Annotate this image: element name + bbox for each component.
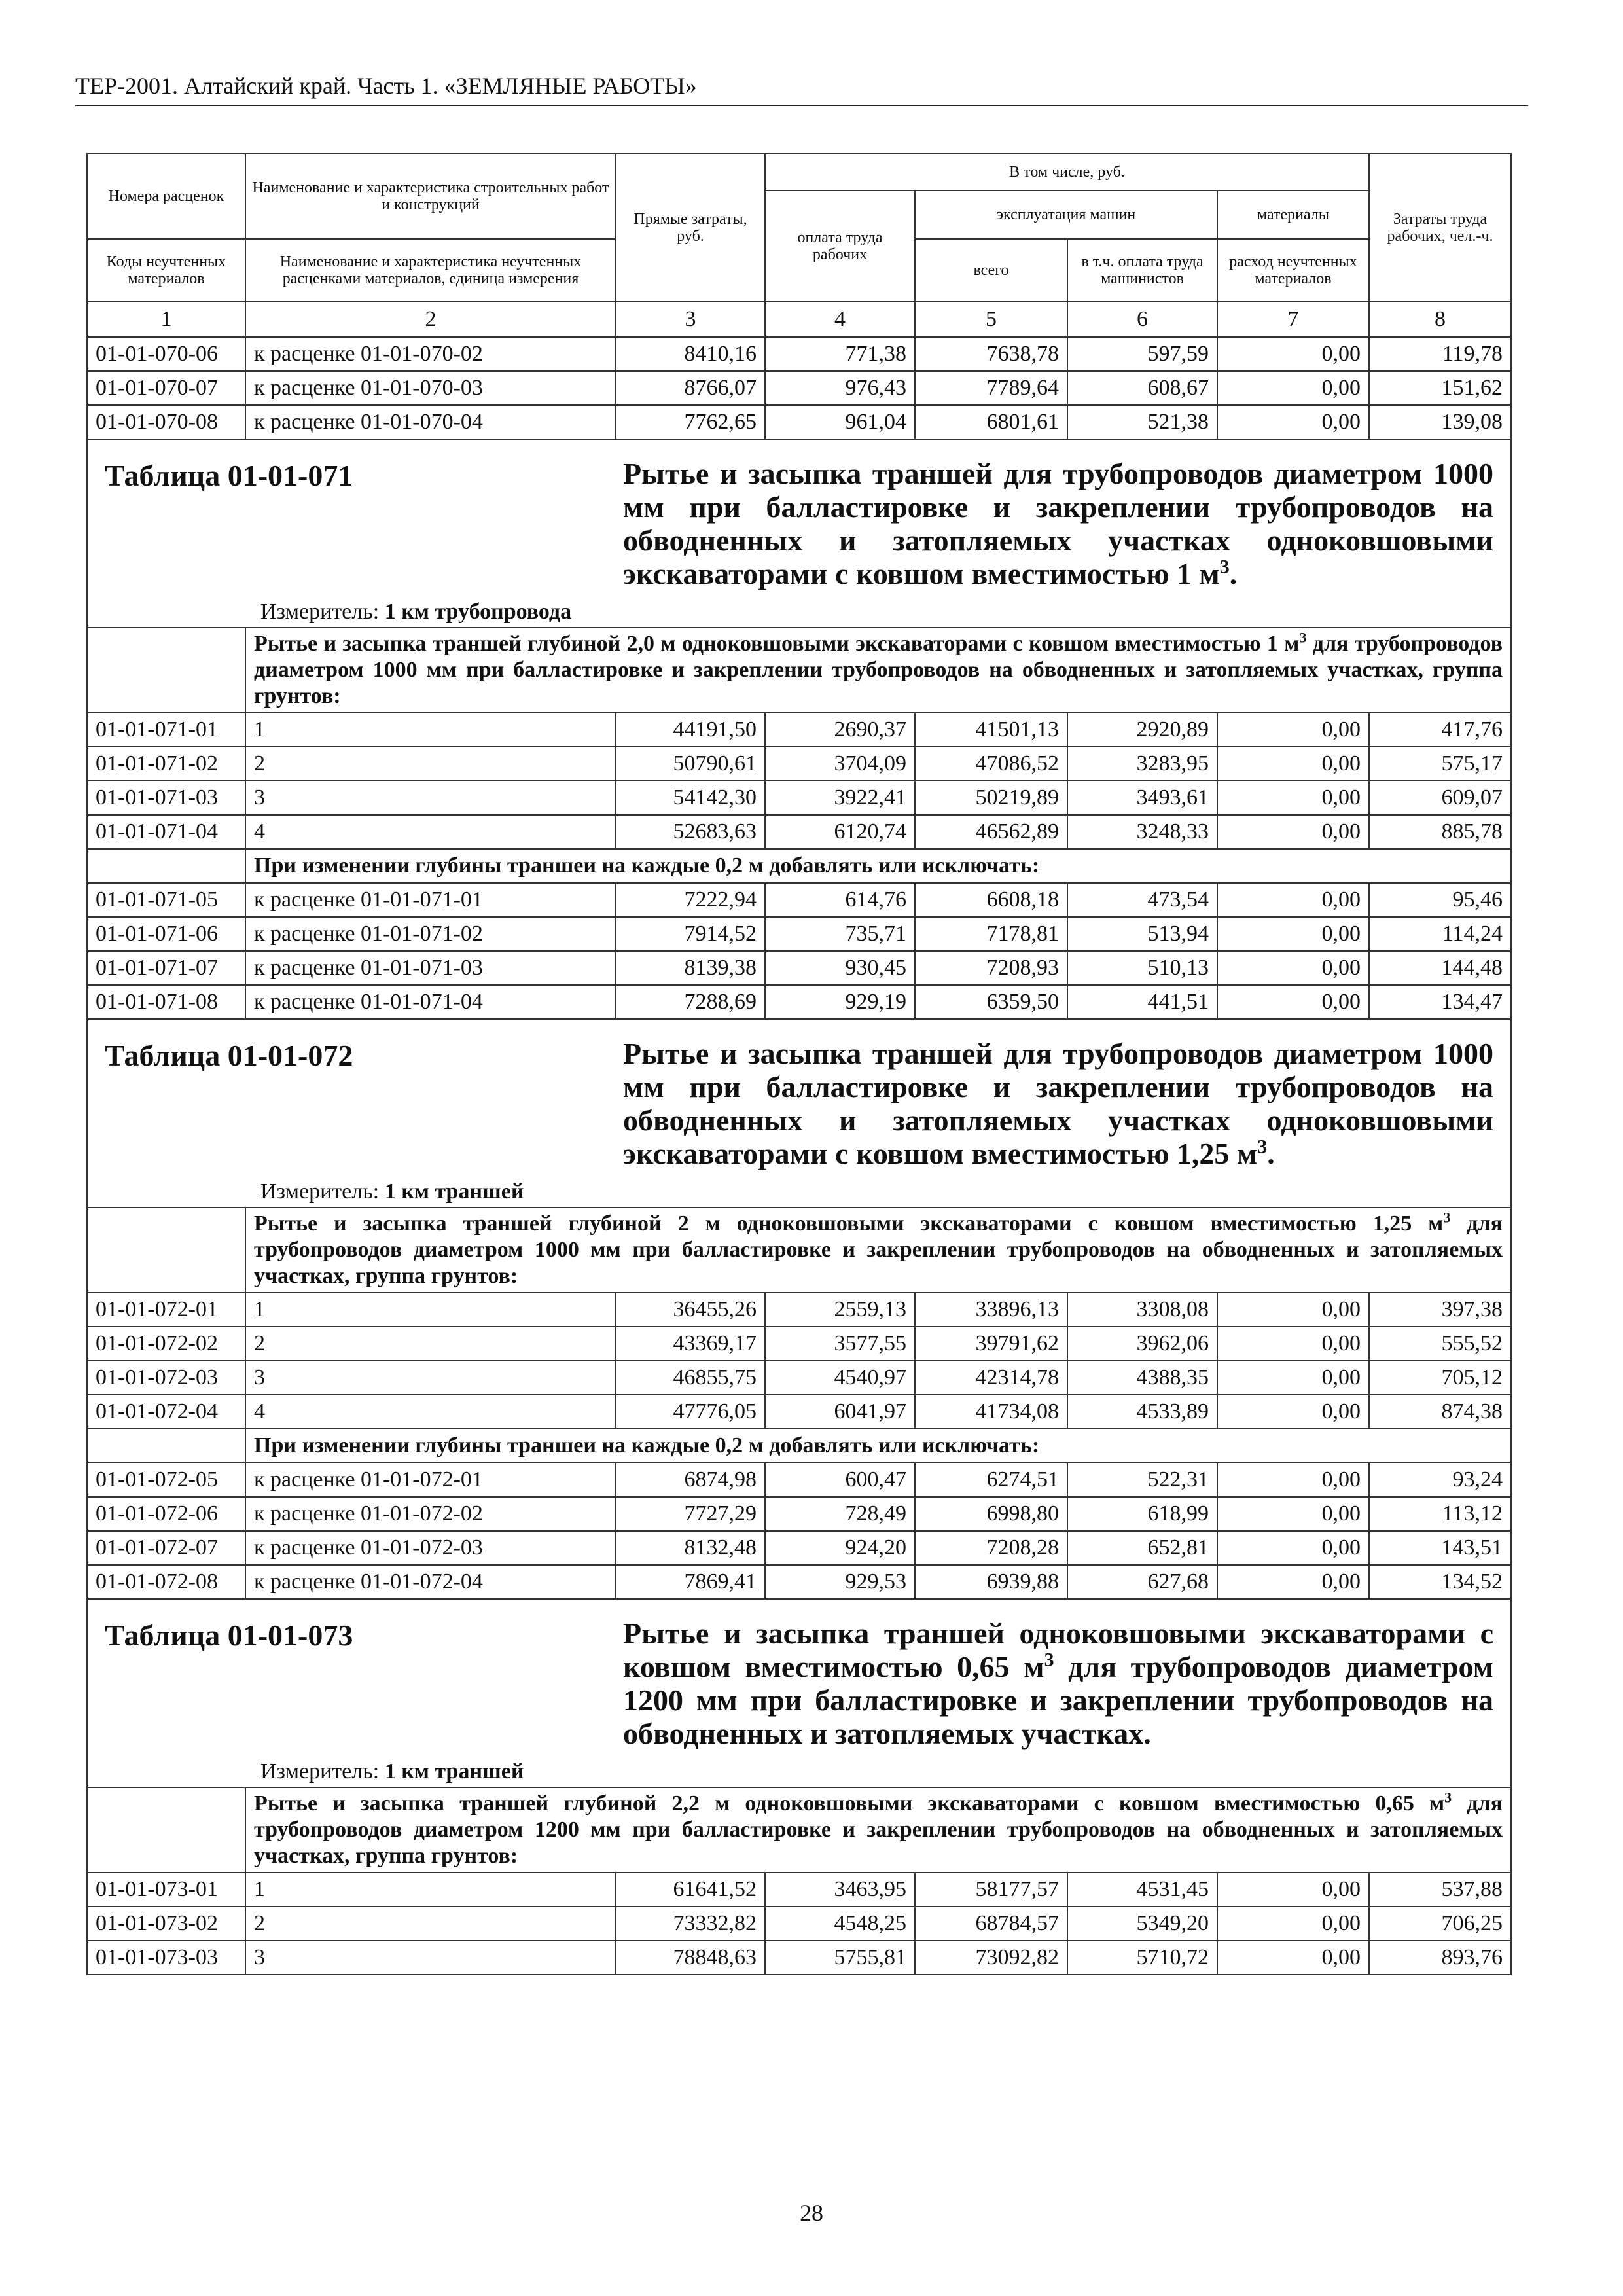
depth-adjustment-row bbox=[87, 1429, 1511, 1463]
rate-value: 3248,33 bbox=[1067, 815, 1217, 849]
rate-value: 7208,93 bbox=[915, 951, 1067, 985]
col-head-unaccounted-name: Наименование и характеристика неучтенных расценками материалов, единица измерения bbox=[245, 239, 616, 302]
col-head-code: Номера расценок bbox=[87, 154, 245, 239]
meter-value: 1 км траншей bbox=[384, 1759, 524, 1784]
rate-value: 41734,08 bbox=[915, 1395, 1067, 1429]
rate-row bbox=[87, 815, 1511, 849]
rate-value: 143,51 bbox=[1369, 1531, 1511, 1565]
rate-value: 0,00 bbox=[1217, 1497, 1369, 1531]
rate-value: 0,00 bbox=[1217, 713, 1369, 747]
rate-value: 555,52 bbox=[1369, 1327, 1511, 1361]
col-head-including: В том числе, руб. bbox=[765, 154, 1369, 190]
rate-value: 885,78 bbox=[1369, 815, 1511, 849]
rate-value: 929,19 bbox=[765, 985, 915, 1019]
rate-row bbox=[87, 951, 1511, 985]
rate-value: 0,00 bbox=[1217, 1565, 1369, 1599]
rate-code: 01-01-071-05 bbox=[87, 883, 245, 917]
rate-row bbox=[87, 1531, 1511, 1565]
rate-value: 0,00 bbox=[1217, 1327, 1369, 1361]
rate-value: 706,25 bbox=[1369, 1907, 1511, 1941]
rate-row bbox=[87, 1361, 1511, 1395]
rate-name: к расценке 01-01-070-04 bbox=[245, 405, 616, 439]
table-title-end: . bbox=[1229, 557, 1238, 590]
table-title-text: Рытье и засыпка траншей для трубопроводов диаметром 1000 мм при балластировке и закреплении трубопроводов на обводненных и затопляемых участках одноковшовыми экскаваторами с ковшом вместимостью 1,25 м bbox=[623, 1037, 1493, 1170]
rate-value: 0,00 bbox=[1217, 405, 1369, 439]
rate-row bbox=[87, 405, 1511, 439]
rate-value: 417,76 bbox=[1369, 713, 1511, 747]
rate-name: 2 bbox=[245, 1907, 616, 1941]
rate-value: 513,94 bbox=[1067, 917, 1217, 951]
rate-name: к расценке 01-01-071-03 bbox=[245, 951, 616, 985]
rate-name: к расценке 01-01-071-01 bbox=[245, 883, 616, 917]
col-number: 7 bbox=[1217, 302, 1369, 337]
rate-value: 771,38 bbox=[765, 337, 915, 371]
rates-table bbox=[86, 153, 1512, 1975]
rate-value: 0,00 bbox=[1217, 747, 1369, 781]
column-numbers-row bbox=[87, 302, 1511, 337]
rate-row bbox=[87, 747, 1511, 781]
rate-value: 3577,55 bbox=[765, 1327, 915, 1361]
rate-code: 01-01-072-06 bbox=[87, 1497, 245, 1531]
rate-name: 3 bbox=[245, 1361, 616, 1395]
rate-code: 01-01-071-03 bbox=[87, 781, 245, 815]
rate-value: 7727,29 bbox=[616, 1497, 765, 1531]
rate-row bbox=[87, 1395, 1511, 1429]
rate-value: 50219,89 bbox=[915, 781, 1067, 815]
rate-value: 54142,30 bbox=[616, 781, 765, 815]
work-description-row bbox=[87, 628, 1511, 713]
rate-value: 134,47 bbox=[1369, 985, 1511, 1019]
rate-value: 6274,51 bbox=[915, 1463, 1067, 1497]
rate-value: 597,59 bbox=[1067, 337, 1217, 371]
rate-value: 46855,75 bbox=[616, 1361, 765, 1395]
rate-value: 46562,89 bbox=[915, 815, 1067, 849]
rate-value: 8766,07 bbox=[616, 371, 765, 405]
rate-value: 735,71 bbox=[765, 917, 915, 951]
table-number: Таблица 01-01-073 bbox=[105, 1619, 353, 1652]
rate-value: 0,00 bbox=[1217, 1873, 1369, 1907]
rate-value: 608,67 bbox=[1067, 371, 1217, 405]
depth-adjustment-note: При изменении глубины траншеи на каждые 0,2 м добавлять или исключать: bbox=[245, 849, 1511, 883]
meter-value: 1 км траншей bbox=[384, 1179, 524, 1204]
table-title-superscript: 3 bbox=[1257, 1136, 1268, 1158]
rate-name: 1 bbox=[245, 1873, 616, 1907]
table-title-end: . bbox=[1267, 1137, 1275, 1170]
rate-value: 36455,26 bbox=[616, 1293, 765, 1327]
rate-code: 01-01-073-02 bbox=[87, 1907, 245, 1941]
rate-value: 893,76 bbox=[1369, 1941, 1511, 1975]
table-section-header bbox=[87, 1019, 1511, 1208]
col-number: 6 bbox=[1067, 302, 1217, 337]
rate-value: 2920,89 bbox=[1067, 713, 1217, 747]
rate-value: 43369,17 bbox=[616, 1327, 765, 1361]
rate-name: 3 bbox=[245, 781, 616, 815]
rate-value: 33896,13 bbox=[915, 1293, 1067, 1327]
rate-value: 39791,62 bbox=[915, 1327, 1067, 1361]
rate-value: 8132,48 bbox=[616, 1531, 765, 1565]
rate-value: 0,00 bbox=[1217, 815, 1369, 849]
rate-value: 6998,80 bbox=[915, 1497, 1067, 1531]
rate-value: 6608,18 bbox=[915, 883, 1067, 917]
rate-name: 3 bbox=[245, 1941, 616, 1975]
rate-value: 575,17 bbox=[1369, 747, 1511, 781]
rate-value: 874,38 bbox=[1369, 1395, 1511, 1429]
rate-value: 7178,81 bbox=[915, 917, 1067, 951]
col-number: 4 bbox=[765, 302, 915, 337]
page-number: 28 bbox=[800, 2200, 823, 2226]
rate-value: 7762,65 bbox=[616, 405, 765, 439]
rate-name: к расценке 01-01-071-02 bbox=[245, 917, 616, 951]
rate-code: 01-01-072-04 bbox=[87, 1395, 245, 1429]
rate-value: 5755,81 bbox=[765, 1941, 915, 1975]
rate-value: 7789,64 bbox=[915, 371, 1067, 405]
table-title-superscript: 3 bbox=[1219, 556, 1230, 578]
rate-row bbox=[87, 1565, 1511, 1599]
rate-row bbox=[87, 985, 1511, 1019]
rate-value: 68784,57 bbox=[915, 1907, 1067, 1941]
work-description-row bbox=[87, 1787, 1511, 1873]
rate-value: 4388,35 bbox=[1067, 1361, 1217, 1395]
rate-value: 73092,82 bbox=[915, 1941, 1067, 1975]
rate-code: 01-01-072-01 bbox=[87, 1293, 245, 1327]
col-head-materials-unaccounted: расход неучтенных материалов bbox=[1217, 239, 1369, 302]
table-number: Таблица 01-01-072 bbox=[105, 1039, 353, 1072]
work-description-superscript: 3 bbox=[1444, 1789, 1452, 1806]
rate-value: 2690,37 bbox=[765, 713, 915, 747]
rate-name: 1 bbox=[245, 1293, 616, 1327]
rate-value: 8139,38 bbox=[616, 951, 765, 985]
rate-value: 473,54 bbox=[1067, 883, 1217, 917]
rate-value: 41501,13 bbox=[915, 713, 1067, 747]
rate-value: 930,45 bbox=[765, 951, 915, 985]
rate-code: 01-01-072-03 bbox=[87, 1361, 245, 1395]
rate-code: 01-01-072-08 bbox=[87, 1565, 245, 1599]
table-title-superscript: 3 bbox=[1044, 1649, 1054, 1671]
rate-name: к расценке 01-01-072-02 bbox=[245, 1497, 616, 1531]
rate-value: 0,00 bbox=[1217, 1907, 1369, 1941]
rate-row bbox=[87, 713, 1511, 747]
rate-code: 01-01-073-01 bbox=[87, 1873, 245, 1907]
rate-row bbox=[87, 1293, 1511, 1327]
work-description-superscript: 3 bbox=[1299, 629, 1307, 646]
work-description-text: Рытье и засыпка траншей глубиной 2,0 м одноковшовыми экскаваторами с ковшом вместимостью 1 м bbox=[254, 632, 1300, 656]
rate-value: 609,07 bbox=[1369, 781, 1511, 815]
table-title bbox=[623, 1020, 1493, 1170]
table-section-header bbox=[87, 439, 1511, 628]
col-head-machines-total: всего bbox=[915, 239, 1067, 302]
rate-name: 4 bbox=[245, 815, 616, 849]
col-head-labor-hours: Затраты труда рабочих, чел.-ч. bbox=[1369, 154, 1511, 302]
rate-name: 1 bbox=[245, 713, 616, 747]
rate-value: 961,04 bbox=[765, 405, 915, 439]
rate-value: 151,62 bbox=[1369, 371, 1511, 405]
table-meter bbox=[260, 1758, 1510, 1787]
col-number: 3 bbox=[616, 302, 765, 337]
rate-value: 522,31 bbox=[1067, 1463, 1217, 1497]
rate-value: 6120,74 bbox=[765, 815, 915, 849]
rate-code: 01-01-072-02 bbox=[87, 1327, 245, 1361]
depth-adjustment-note: При изменении глубины траншеи на каждые 0,2 м добавлять или исключать: bbox=[245, 1429, 1511, 1463]
rate-row bbox=[87, 917, 1511, 951]
rate-value: 0,00 bbox=[1217, 951, 1369, 985]
rate-value: 3704,09 bbox=[765, 747, 915, 781]
rate-value: 7638,78 bbox=[915, 337, 1067, 371]
col-head-machines: эксплуатация машин bbox=[915, 190, 1217, 239]
rate-value: 6359,50 bbox=[915, 985, 1067, 1019]
rate-value: 8410,16 bbox=[616, 337, 765, 371]
rate-value: 144,48 bbox=[1369, 951, 1511, 985]
rate-name: к расценке 01-01-071-04 bbox=[245, 985, 616, 1019]
rate-value: 139,08 bbox=[1369, 405, 1511, 439]
work-description-text: для трубопроводов диаметром 1200 мм при балластировке и закреплении трубопроводов на обводненных и затопляемых участках, группа грунтов: bbox=[254, 1791, 1503, 1868]
work-description-row bbox=[87, 1208, 1511, 1293]
col-head-labor: оплата труда рабочих bbox=[765, 190, 915, 302]
col-head-machines-operators: в т.ч. оплата труда машинистов bbox=[1067, 239, 1217, 302]
rate-value: 6939,88 bbox=[915, 1565, 1067, 1599]
rate-code: 01-01-071-01 bbox=[87, 713, 245, 747]
rate-value: 0,00 bbox=[1217, 1531, 1369, 1565]
rate-value: 134,52 bbox=[1369, 1565, 1511, 1599]
rate-value: 95,46 bbox=[1369, 883, 1511, 917]
rate-value: 510,13 bbox=[1067, 951, 1217, 985]
rate-value: 50790,61 bbox=[616, 747, 765, 781]
rate-value: 93,24 bbox=[1369, 1463, 1511, 1497]
rate-value: 7208,28 bbox=[915, 1531, 1067, 1565]
meter-label: Измеритель: bbox=[260, 1179, 385, 1204]
rate-value: 4531,45 bbox=[1067, 1873, 1217, 1907]
work-description bbox=[245, 628, 1511, 713]
work-description-text: Рытье и засыпка траншей глубиной 2,2 м одноковшовыми экскаваторами с ковшом вместимостью 0,65 м bbox=[254, 1791, 1445, 1816]
rate-value: 537,88 bbox=[1369, 1873, 1511, 1907]
rate-name: к расценке 01-01-072-01 bbox=[245, 1463, 616, 1497]
rate-value: 0,00 bbox=[1217, 1941, 1369, 1975]
rate-value: 58177,57 bbox=[915, 1873, 1067, 1907]
rate-value: 0,00 bbox=[1217, 1293, 1369, 1327]
rate-code: 01-01-073-03 bbox=[87, 1941, 245, 1975]
rate-value: 652,81 bbox=[1067, 1531, 1217, 1565]
rate-name: 2 bbox=[245, 747, 616, 781]
table-title bbox=[623, 1600, 1493, 1750]
work-description-text: для трубопроводов диаметром 1000 мм при балластировке и закреплении трубопроводов на обводненных и затопляемых участках, группа грунтов: bbox=[254, 632, 1503, 708]
col-head-name: Наименование и характеристика строительных работ и конструкций bbox=[245, 154, 616, 239]
rate-name: 2 bbox=[245, 1327, 616, 1361]
table-title-text: Рытье и засыпка траншей для трубопроводов диаметром 1000 мм при балластировке и закреплении трубопроводов на обводненных и затопляемых участках одноковшовыми экскаваторами с ковшом вместимостью 1 м bbox=[623, 457, 1493, 590]
rate-value: 42314,78 bbox=[915, 1361, 1067, 1395]
rate-value: 924,20 bbox=[765, 1531, 915, 1565]
rate-row bbox=[87, 1497, 1511, 1531]
rate-value: 78848,63 bbox=[616, 1941, 765, 1975]
rate-value: 728,49 bbox=[765, 1497, 915, 1531]
rate-name: к расценке 01-01-070-02 bbox=[245, 337, 616, 371]
rate-value: 7222,94 bbox=[616, 883, 765, 917]
meter-value: 1 км трубопровода bbox=[384, 600, 572, 624]
rate-code: 01-01-071-07 bbox=[87, 951, 245, 985]
rate-name: к расценке 01-01-070-03 bbox=[245, 371, 616, 405]
rate-value: 3463,95 bbox=[765, 1873, 915, 1907]
rate-value: 4548,25 bbox=[765, 1907, 915, 1941]
rate-value: 4533,89 bbox=[1067, 1395, 1217, 1429]
col-head-materials: материалы bbox=[1217, 190, 1369, 239]
rate-value: 3922,41 bbox=[765, 781, 915, 815]
rate-value: 0,00 bbox=[1217, 337, 1369, 371]
rate-value: 47086,52 bbox=[915, 747, 1067, 781]
rate-row bbox=[87, 1463, 1511, 1497]
col-number: 1 bbox=[87, 302, 245, 337]
depth-adjustment-row bbox=[87, 849, 1511, 883]
rate-row bbox=[87, 1327, 1511, 1361]
rate-value: 3962,06 bbox=[1067, 1327, 1217, 1361]
work-description bbox=[245, 1208, 1511, 1293]
rate-name: к расценке 01-01-072-04 bbox=[245, 1565, 616, 1599]
rate-value: 0,00 bbox=[1217, 985, 1369, 1019]
running-header: ТЕР-2001. Алтайский край. Часть 1. «ЗЕМЛЯНЫЕ РАБОТЫ» bbox=[75, 71, 1528, 106]
rate-value: 7869,41 bbox=[616, 1565, 765, 1599]
rate-value: 4540,97 bbox=[765, 1361, 915, 1395]
rate-value: 0,00 bbox=[1217, 1463, 1369, 1497]
rate-value: 5349,20 bbox=[1067, 1907, 1217, 1941]
rate-row bbox=[87, 1941, 1511, 1975]
table-meter bbox=[260, 1178, 1510, 1207]
table-title-text: Рытье и засыпка траншей одноковшовыми экскаваторами с ковшом вместимостью 0,65 м bbox=[623, 1617, 1493, 1683]
rate-value: 52683,63 bbox=[616, 815, 765, 849]
rate-row bbox=[87, 883, 1511, 917]
rate-value: 929,53 bbox=[765, 1565, 915, 1599]
rate-code: 01-01-070-07 bbox=[87, 371, 245, 405]
rate-value: 2559,13 bbox=[765, 1293, 915, 1327]
rate-value: 0,00 bbox=[1217, 1361, 1369, 1395]
rate-value: 3308,08 bbox=[1067, 1293, 1217, 1327]
rate-value: 47776,05 bbox=[616, 1395, 765, 1429]
work-description bbox=[245, 1787, 1511, 1873]
rate-value: 976,43 bbox=[765, 371, 915, 405]
rate-value: 0,00 bbox=[1217, 917, 1369, 951]
work-description-text: Рытье и засыпка траншей глубиной 2 м одноковшовыми экскаваторами с ковшом вместимостью 1,25 м bbox=[254, 1211, 1444, 1236]
rate-value: 0,00 bbox=[1217, 781, 1369, 815]
rate-value: 618,99 bbox=[1067, 1497, 1217, 1531]
rate-code: 01-01-072-07 bbox=[87, 1531, 245, 1565]
rate-value: 5710,72 bbox=[1067, 1941, 1217, 1975]
col-number: 8 bbox=[1369, 302, 1511, 337]
rate-value: 705,12 bbox=[1369, 1361, 1511, 1395]
rate-value: 3493,61 bbox=[1067, 781, 1217, 815]
rate-row bbox=[87, 371, 1511, 405]
rate-value: 6874,98 bbox=[616, 1463, 765, 1497]
rate-code: 01-01-072-05 bbox=[87, 1463, 245, 1497]
rate-value: 73332,82 bbox=[616, 1907, 765, 1941]
rate-name: к расценке 01-01-072-03 bbox=[245, 1531, 616, 1565]
rate-code: 01-01-070-08 bbox=[87, 405, 245, 439]
col-number: 5 bbox=[915, 302, 1067, 337]
rate-value: 6041,97 bbox=[765, 1395, 915, 1429]
table-title-end: для трубопроводов диаметром 1200 мм при балластировке и закреплении трубопроводов на обводненных и затопляемых участках. bbox=[623, 1650, 1493, 1750]
rate-row bbox=[87, 1873, 1511, 1907]
rate-name: 4 bbox=[245, 1395, 616, 1429]
rate-value: 119,78 bbox=[1369, 337, 1511, 371]
col-number: 2 bbox=[245, 302, 616, 337]
rate-row bbox=[87, 1907, 1511, 1941]
rate-value: 0,00 bbox=[1217, 1395, 1369, 1429]
rate-code: 01-01-071-04 bbox=[87, 815, 245, 849]
meter-label: Измеритель: bbox=[260, 1759, 385, 1784]
rate-value: 7914,52 bbox=[616, 917, 765, 951]
rate-value: 441,51 bbox=[1067, 985, 1217, 1019]
rate-value: 0,00 bbox=[1217, 883, 1369, 917]
rate-value: 114,24 bbox=[1369, 917, 1511, 951]
rate-value: 627,68 bbox=[1067, 1565, 1217, 1599]
rate-row bbox=[87, 781, 1511, 815]
rate-value: 521,38 bbox=[1067, 405, 1217, 439]
col-head-unaccounted-code: Коды неучтенных материалов bbox=[87, 239, 245, 302]
rate-value: 0,00 bbox=[1217, 371, 1369, 405]
rate-value: 44191,50 bbox=[616, 713, 765, 747]
table-number: Таблица 01-01-071 bbox=[105, 459, 353, 492]
table-meter bbox=[260, 598, 1510, 627]
rate-row bbox=[87, 337, 1511, 371]
col-head-direct: Прямые затраты, руб. bbox=[616, 154, 765, 302]
rate-value: 7288,69 bbox=[616, 985, 765, 1019]
rate-value: 6801,61 bbox=[915, 405, 1067, 439]
rate-value: 3283,95 bbox=[1067, 747, 1217, 781]
rate-code: 01-01-071-06 bbox=[87, 917, 245, 951]
rate-value: 600,47 bbox=[765, 1463, 915, 1497]
rate-value: 397,38 bbox=[1369, 1293, 1511, 1327]
work-description-superscript: 3 bbox=[1443, 1209, 1451, 1226]
rate-value: 614,76 bbox=[765, 883, 915, 917]
rate-value: 113,12 bbox=[1369, 1497, 1511, 1531]
rate-value: 61641,52 bbox=[616, 1873, 765, 1907]
table-section-header bbox=[87, 1599, 1511, 1787]
work-description-text: для трубопроводов диаметром 1000 мм при балластировке и закреплении трубопроводов на обводненных и затопляемых участках, группа грунтов: bbox=[254, 1211, 1503, 1288]
rate-code: 01-01-071-02 bbox=[87, 747, 245, 781]
rate-code: 01-01-070-06 bbox=[87, 337, 245, 371]
rate-code: 01-01-071-08 bbox=[87, 985, 245, 1019]
meter-label: Измеритель: bbox=[260, 600, 385, 624]
table-title bbox=[623, 440, 1493, 590]
